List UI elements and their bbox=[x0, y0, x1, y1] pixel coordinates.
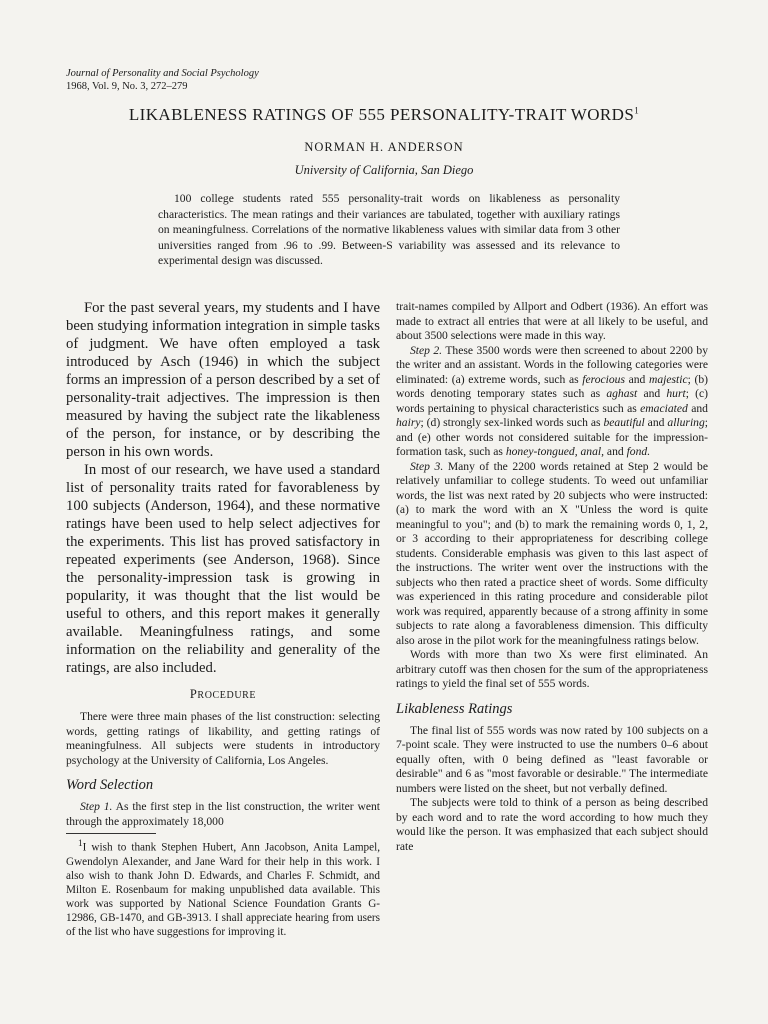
conjunction: and bbox=[643, 387, 661, 400]
step3-text: Many of the 2200 words retained at Step 2 would be relatively unfamiliar to college students. To weed out unfamiliar words, the list was next rated by 20 subjects who were instructed: (a) to mark the word with an X "Unless the word is quite meaningful to you"; and (b) to mark the remaining words 0, 1, 2, or 3 according to their appropriateness for describing college students. Considerable emphasis was given to this last aspect of the instructions. The writer went over the instructions with the subjects who then rated a practice sheet of words. Some difficulty was experienced in this rating procedure and considerable pilot work was required, apparently because of a strong affinity in some subjects to rate along a favorableness dimension. This difficulty also arose in the pilot work for the meaningfulness ratings below. bbox=[396, 459, 708, 647]
footnote-rule bbox=[66, 833, 156, 834]
likableness-heading: Likableness Ratings bbox=[396, 700, 513, 717]
example-word-ferocious: ferocious bbox=[582, 372, 625, 386]
footnote bbox=[66, 837, 380, 939]
conjunction: and bbox=[606, 445, 624, 458]
step3-label: Step 3. bbox=[410, 459, 444, 473]
conjunction: and bbox=[628, 372, 646, 386]
step2-text-e: ; and (e) other words not considered suitable for the impression-formation task, such as bbox=[396, 416, 708, 458]
footnote-mark: 1 bbox=[78, 839, 83, 849]
example-word-fond: fond. bbox=[626, 445, 651, 458]
step2-text-b: ; (b) words denoting temporary states such as bbox=[396, 372, 708, 400]
step2-text-c: ; (c) words pertaining to physical characteristics such as bbox=[396, 387, 708, 415]
step3-paragraph bbox=[396, 460, 708, 649]
step1-paragraph bbox=[66, 800, 380, 829]
left-column bbox=[66, 299, 380, 939]
abstract bbox=[158, 191, 620, 269]
example-word-aghast: aghast bbox=[606, 387, 638, 400]
likableness-paragraph-1: The final list of 555 words was now rated by 100 subjects on a 7-point scale. They were instructed to use the numbers 0–6 about equally often, with 0 being defined as "least favorable or desirable" and 6 as "most favorable or desirable." The intermediate numbers were listed on the sheet, but not verbally defined. bbox=[396, 723, 708, 795]
step1-label: Step 1. bbox=[80, 800, 113, 813]
step2-label: Step 2. bbox=[410, 343, 443, 357]
step2-text-a: These 3500 words were then screened to about 2200 by the writer and an assistant. Words in the following categories were eliminated: (a) extreme words, such as bbox=[396, 343, 708, 386]
example-word-beautiful: beautiful bbox=[603, 416, 645, 429]
step1-text: As the first step in the list construction, the writer went through the approximately 18,000 bbox=[66, 800, 380, 828]
footnote-paragraph bbox=[66, 837, 380, 939]
word-selection-heading: Word Selection bbox=[66, 777, 154, 793]
procedure-heading-rest: ROCEDURE bbox=[197, 690, 257, 701]
procedure-heading bbox=[66, 687, 380, 702]
author-affiliation: University of California, San Diego bbox=[294, 163, 474, 177]
example-word-honey-tongued: honey-tongued, anal, bbox=[505, 445, 605, 458]
right-column bbox=[396, 300, 708, 854]
step2-paragraph bbox=[396, 344, 708, 460]
article-title bbox=[0, 105, 768, 125]
example-word-emaciated: emaciated bbox=[640, 401, 688, 415]
abstract-text: 100 college students rated 555 personality-trait words on likableness as personality characteristics. The mean ratings and their variances are tabulated, together with auxiliary ratings on meaningfulness. Correlations of the normative likableness values with similar data from 3 other universities ranged from .96 to .99. Between-S variability was assessed and its relevance to experimental design was discussed. bbox=[158, 192, 620, 268]
conjunction: and bbox=[647, 416, 665, 429]
title-footnote-mark: 1 bbox=[634, 105, 640, 116]
example-word-majestic: majestic bbox=[648, 372, 688, 386]
likableness-paragraph-2: The subjects were told to think of a person as being described by each word and to rate the word according to how much they would like the person. It was emphasized that each subject should rate bbox=[396, 796, 708, 853]
footnote-text: I wish to thank Stephen Hubert, Ann Jacobson, Anita Lampel, Gwendolyn Alexander, and Jane Ward for their help in this work. I also wish to thank John D. Edwards, and Charles F. Schmidt, and Milton E. Rosenbaum for making unpublished data available. This work was supported by National Science Foundation Grants G-12986, GB-1470, and GB-3913. I shall appreciate hearing from users of the list who have suggestions for improving it. bbox=[66, 841, 380, 938]
procedure-heading-initial: P bbox=[189, 687, 198, 701]
elimination-paragraph: Words with more than two Xs were first eliminated. An arbitrary cutoff was then chosen for the sum of the appropriateness ratings to yield the final set of 555 words. bbox=[396, 648, 708, 690]
example-word-alluring: alluring bbox=[667, 416, 705, 429]
conjunction: and bbox=[691, 401, 708, 415]
intro-paragraph-1: For the past several years, my students and I have been studying information integration in simple tasks of judgment. We have often employed a task introduced by Asch (1946) in which the subject forms an impression of a person described by a set of personality-trait adjectives. The impression is then measured by having the subject rate the likableness of the person, for instance, or by describing the person in his own words. bbox=[66, 300, 380, 460]
continuation-paragraph: trait-names compiled by Allport and Odbert (1936). An effort was made to extract all entries that were at all likely to be useful, and about 3500 selections were made in this way. bbox=[396, 300, 708, 342]
article-title-text: LIKABLENESS RATINGS OF 555 PERSONALITY-TRAIT WORDS bbox=[128, 105, 635, 124]
intro-paragraph-2: In most of our research, we have used a standard list of personality traits rated for favorableness by 100 subjects (Anderson, 1964), and these normative ratings have been used to help select adjectives for the experiments. This list has proved satisfactory in repeated experiments (see Anderson, 1968). Since the personality-impression task is growing in popularity, it was thought that the list would be useful to others, and this report makes it generally available. Meaningfulness ratings, and some information on the reliability and generality of the ratings, are also included. bbox=[66, 462, 380, 676]
example-word-hairy: hairy bbox=[396, 416, 421, 429]
step2-text-d: ; (d) strongly sex-linked words such as bbox=[420, 416, 601, 429]
author-name: NORMAN H. ANDERSON bbox=[304, 140, 464, 154]
journal-header bbox=[66, 67, 259, 93]
journal-name: Journal of Personality and Social Psychology bbox=[66, 68, 259, 79]
journal-citation: 1968, Vol. 9, No. 3, 272–279 bbox=[66, 81, 188, 92]
procedure-paragraph: There were three main phases of the list construction: selecting words, getting ratings of likability, and getting ratings of meaningfulness. All subjects were students in introductory psychology at the University of California, Los Angeles. bbox=[66, 710, 380, 767]
example-word-hurt: hurt bbox=[666, 387, 686, 400]
